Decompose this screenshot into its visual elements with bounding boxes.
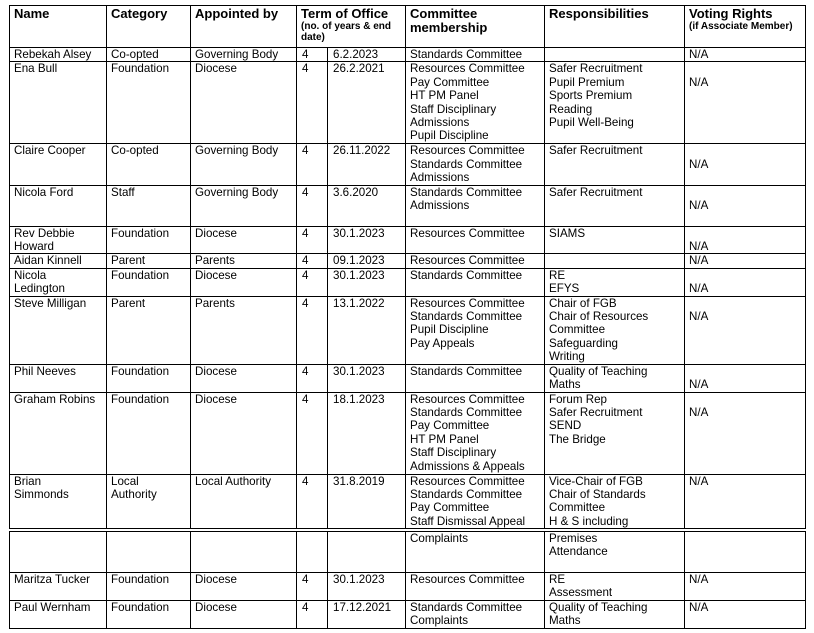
term-end-date-cell: 13.1.2022 <box>328 296 406 364</box>
governor-row <box>10 296 806 364</box>
responsibility-line: Forum Rep <box>549 392 607 406</box>
name-cell-line: Howard <box>14 240 54 254</box>
category-cell-line: Co-opted <box>111 48 159 61</box>
voting-rights-cell <box>685 573 806 601</box>
category-cell <box>107 62 191 144</box>
appointed-by-cell <box>191 226 297 254</box>
committee-line: Resources Committee <box>410 226 525 240</box>
voting-rights-cell <box>685 474 806 529</box>
responsibility-line: RE <box>549 573 566 586</box>
name-cell <box>10 268 107 296</box>
voting-rights-value: N/A <box>689 378 709 392</box>
responsibility-line: Pupil Well-Being <box>549 116 634 130</box>
committee-line: Resources Committee <box>410 573 525 586</box>
appointed-by-cell-line: Governing Body <box>195 144 279 158</box>
committee-line: Pay Committee <box>410 75 490 89</box>
name-cell <box>10 144 107 185</box>
term-end-date-cell: 30.1.2023 <box>328 573 406 601</box>
appointed-by-cell-line: Diocese <box>195 226 237 240</box>
responsibility-line: Maths <box>549 378 581 392</box>
voting-rights-value: N/A <box>689 600 709 614</box>
appointed-by-cell-line: Parents <box>195 254 235 268</box>
committee-membership-cell <box>406 48 545 62</box>
voting-rights-cell <box>685 48 806 62</box>
category-cell-line: Foundation <box>111 226 170 240</box>
committee-line: Resources Committee <box>410 144 525 158</box>
appointed-by-cell-line: Diocese <box>195 268 237 282</box>
committee-line: Standards Committee <box>410 268 523 282</box>
voting-rights-value: N/A <box>689 254 709 268</box>
term-end-date-cell <box>328 532 406 573</box>
term-years-cell: 4 <box>297 48 328 62</box>
committee-membership-cell <box>406 573 545 601</box>
name-cell-line: Ena Bull <box>14 62 58 76</box>
responsibilities-cell <box>545 226 685 254</box>
name-cell <box>10 573 107 601</box>
term-years-cell: 4 <box>297 600 328 628</box>
committee-membership-cell <box>406 268 545 296</box>
category-cell-line: Parent <box>111 296 146 310</box>
name-cell-line: Steve Milligan <box>14 296 87 310</box>
category-cell-line: Staff <box>111 185 135 199</box>
responsibilities-cell <box>545 364 685 392</box>
appointed-by-cell-line: Diocese <box>195 364 237 378</box>
responsibility-line: Reading <box>549 102 593 116</box>
name-cell-line: Phil Neeves <box>14 364 76 378</box>
voting-rights-cell <box>685 600 806 628</box>
term-years-cell: 4 <box>297 185 328 226</box>
category-cell <box>107 226 191 254</box>
name-cell <box>10 532 107 573</box>
voting-rights-value: N/A <box>689 474 709 488</box>
category-cell-line: Foundation <box>111 392 170 406</box>
committee-line: Standards Committee <box>410 364 523 378</box>
category-cell-line: Foundation <box>111 364 170 378</box>
appointed-by-cell-line: Governing Body <box>195 185 279 199</box>
voting-rights-value: N/A <box>689 405 709 419</box>
term-end-date-cell: 6.2.2023 <box>328 48 406 62</box>
committee-line: Admissions <box>410 171 470 185</box>
header-name-text: Name <box>14 6 50 21</box>
name-cell <box>10 364 107 392</box>
committee-membership-cell <box>406 226 545 254</box>
appointed-by-cell <box>191 144 297 185</box>
voting-rights-cell <box>685 62 806 144</box>
header-committee-membership <box>406 6 545 48</box>
header-voting-text: Voting Rights <box>689 6 773 21</box>
header-term-note: (no. of years & end date) <box>301 21 392 43</box>
responsibilities-cell <box>545 185 685 226</box>
committee-line: Admissions <box>410 199 470 213</box>
header-term-of-office <box>297 6 406 48</box>
responsibility-line: SEND <box>549 419 582 433</box>
header-appointed-by-text: Appointed by <box>195 6 279 21</box>
appointed-by-cell <box>191 185 297 226</box>
responsibility-line: Sports Premium <box>549 89 633 103</box>
term-end-date-cell: 30.1.2023 <box>328 268 406 296</box>
category-cell-line: Foundation <box>111 600 170 614</box>
category-cell <box>107 474 191 529</box>
committee-membership-cell <box>406 600 545 628</box>
voting-rights-value: N/A <box>689 199 709 213</box>
category-cell-line: Parent <box>111 254 146 268</box>
header-category <box>107 6 191 48</box>
term-years-cell: 4 <box>297 226 328 254</box>
category-cell <box>107 364 191 392</box>
responsibility-line: Safeguarding <box>549 336 618 350</box>
name-cell-line: Rev Debbie <box>14 226 75 240</box>
governor-row <box>10 268 806 296</box>
governor-row <box>10 62 806 144</box>
governor-row <box>10 532 806 573</box>
appointed-by-cell-line: Diocese <box>195 600 237 614</box>
responsibility-line: H & S including <box>549 514 629 528</box>
term-years-cell: 4 <box>297 254 328 268</box>
voting-rights-value: N/A <box>689 157 709 171</box>
term-years-cell <box>297 532 328 573</box>
responsibility-line: Chair of FGB <box>549 296 617 310</box>
responsibilities-cell <box>545 48 685 62</box>
committee-line: Resources Committee <box>410 296 525 310</box>
responsibility-line: Safer Recruitment <box>549 144 643 158</box>
category-cell <box>107 48 191 62</box>
appointed-by-cell-line: Parents <box>195 296 235 310</box>
committee-line: Admissions & Appeals <box>410 459 525 473</box>
committee-line: Pay Committee <box>410 501 490 515</box>
name-cell-line: Aidan Kinnell <box>14 254 82 268</box>
name-cell <box>10 62 107 144</box>
appointed-by-cell-line: Diocese <box>195 573 237 586</box>
committee-membership-cell <box>406 62 545 144</box>
responsibilities-cell <box>545 600 685 628</box>
name-cell-line: Ledington <box>14 282 65 296</box>
governors-table-body <box>10 48 806 529</box>
governor-row <box>10 364 806 392</box>
committee-line: HT PM Panel <box>410 89 479 103</box>
appointed-by-cell <box>191 600 297 628</box>
responsibility-line: RE <box>549 268 566 282</box>
responsibility-line: Vice-Chair of FGB <box>549 474 643 488</box>
responsibility-line: Committee <box>549 323 606 337</box>
governors-table-continued-body <box>10 532 806 629</box>
responsibility-line: EFYS <box>549 282 580 296</box>
appointed-by-cell <box>191 48 297 62</box>
voting-rights-cell <box>685 268 806 296</box>
committee-membership-cell <box>406 144 545 185</box>
responsibilities-cell <box>545 573 685 601</box>
committee-line: Admissions <box>410 116 470 130</box>
governor-row <box>10 144 806 185</box>
header-responsibilities-text: Responsibilities <box>549 6 649 21</box>
term-years-cell: 4 <box>297 144 328 185</box>
voting-rights-cell <box>685 144 806 185</box>
committee-line: Staff Disciplinary <box>410 446 497 460</box>
responsibility-line: Premises <box>549 532 598 545</box>
appointed-by-cell <box>191 532 297 573</box>
responsibilities-cell <box>545 474 685 529</box>
committee-line: Standards Committee <box>410 405 523 419</box>
appointed-by-cell <box>191 573 297 601</box>
voting-rights-cell <box>685 392 806 474</box>
header-appointed-by <box>191 6 297 48</box>
committee-membership-cell <box>406 392 545 474</box>
term-end-date-cell: 26.11.2022 <box>328 144 406 185</box>
header-name <box>10 6 107 48</box>
name-cell <box>10 185 107 226</box>
governor-row <box>10 392 806 474</box>
category-cell-line: Foundation <box>111 62 170 76</box>
committee-line: Pupil Discipline <box>410 323 489 337</box>
responsibility-line: Maths <box>549 614 581 628</box>
term-years-cell: 4 <box>297 573 328 601</box>
appointed-by-cell <box>191 268 297 296</box>
committee-line: Staff Dismissal Appeal <box>410 514 526 528</box>
appointed-by-cell <box>191 474 297 529</box>
committee-line: Standards Committee <box>410 600 523 614</box>
term-end-date-cell: 26.2.2021 <box>328 62 406 144</box>
term-end-date-cell: 30.1.2023 <box>328 364 406 392</box>
name-cell <box>10 600 107 628</box>
voting-rights-value: N/A <box>689 48 709 61</box>
header-committee-text: Committee membership <box>410 6 488 35</box>
header-responsibilities <box>545 6 685 48</box>
governor-row <box>10 48 806 62</box>
appointed-by-cell-line: Governing Body <box>195 48 279 61</box>
category-cell-line: Foundation <box>111 268 170 282</box>
responsibilities-cell <box>545 144 685 185</box>
governor-row <box>10 254 806 268</box>
responsibilities-cell <box>545 296 685 364</box>
committee-line: Standards Committee <box>410 157 523 171</box>
header-row <box>10 6 806 48</box>
term-end-date-cell: 17.12.2021 <box>328 600 406 628</box>
responsibilities-cell <box>545 268 685 296</box>
name-cell <box>10 474 107 529</box>
category-cell <box>107 254 191 268</box>
name-cell-line: Brian <box>14 474 42 488</box>
responsibility-line: Quality of Teaching <box>549 364 648 378</box>
responsibilities-cell <box>545 254 685 268</box>
responsibility-line: SIAMS <box>549 226 586 240</box>
name-cell-line: Rebekah Alsey <box>14 48 92 61</box>
category-cell-line: Local <box>111 474 139 488</box>
appointed-by-cell-line: Diocese <box>195 392 237 406</box>
name-cell-line: Paul Wernham <box>14 600 91 614</box>
voting-rights-value: N/A <box>689 75 709 89</box>
appointed-by-cell <box>191 254 297 268</box>
committee-line: Complaints <box>410 614 468 628</box>
voting-rights-value: N/A <box>689 310 709 324</box>
responsibility-line: Assessment <box>549 586 613 600</box>
category-cell-line: Authority <box>111 487 157 501</box>
responsibility-line: Pupil Premium <box>549 75 625 89</box>
category-cell <box>107 185 191 226</box>
appointed-by-cell <box>191 296 297 364</box>
committee-membership-cell <box>406 364 545 392</box>
name-cell-line: Graham Robins <box>14 392 96 406</box>
committee-membership-cell <box>406 254 545 268</box>
category-cell <box>107 392 191 474</box>
governor-row <box>10 600 806 628</box>
term-years-cell: 4 <box>297 474 328 529</box>
committee-line: HT PM Panel <box>410 432 479 446</box>
voting-rights-cell <box>685 296 806 364</box>
category-cell <box>107 144 191 185</box>
responsibility-line: Chair of Standards <box>549 487 646 501</box>
voting-rights-cell <box>685 364 806 392</box>
committee-membership-cell <box>406 296 545 364</box>
committee-line: Standards Committee <box>410 487 523 501</box>
name-cell-line: Claire Cooper <box>14 144 86 158</box>
term-years-cell: 4 <box>297 62 328 144</box>
committee-line: Standards Committee <box>410 185 523 199</box>
responsibility-line: Safer Recruitment <box>549 62 643 76</box>
category-cell <box>107 600 191 628</box>
responsibility-line: Safer Recruitment <box>549 405 643 419</box>
term-end-date-cell: 3.6.2020 <box>328 185 406 226</box>
governor-row <box>10 573 806 601</box>
voting-rights-cell <box>685 532 806 573</box>
term-years-cell: 4 <box>297 296 328 364</box>
category-cell-line: Foundation <box>111 573 170 586</box>
responsibility-line: Writing <box>549 350 585 364</box>
appointed-by-cell <box>191 62 297 144</box>
header-voting-note: (if Associate Member) <box>689 21 793 32</box>
header-category-text: Category <box>111 6 168 21</box>
governors-table <box>9 5 806 529</box>
governors-table-continued <box>9 531 806 629</box>
responsibility-line: The Bridge <box>549 432 606 446</box>
name-cell <box>10 254 107 268</box>
name-cell <box>10 48 107 62</box>
name-cell-line: Nicola Ford <box>14 185 74 199</box>
responsibility-line: Committee <box>549 501 606 515</box>
committee-line: Pupil Discipline <box>410 129 489 143</box>
term-years-cell: 4 <box>297 364 328 392</box>
category-cell-line: Co-opted <box>111 144 159 158</box>
committee-membership-cell <box>406 474 545 529</box>
category-cell <box>107 573 191 601</box>
responsibility-line: Quality of Teaching <box>549 600 648 614</box>
term-end-date-cell: 09.1.2023 <box>328 254 406 268</box>
name-cell-line: Nicola <box>14 268 47 282</box>
committee-membership-cell <box>406 185 545 226</box>
appointed-by-cell <box>191 364 297 392</box>
term-years-cell: 4 <box>297 392 328 474</box>
governor-row <box>10 474 806 529</box>
appointed-by-cell <box>191 392 297 474</box>
committee-line: Standards Committee <box>410 48 523 61</box>
voting-rights-value: N/A <box>689 282 709 296</box>
voting-rights-cell <box>685 254 806 268</box>
category-cell <box>107 268 191 296</box>
name-cell <box>10 392 107 474</box>
appointed-by-cell-line: Local Authority <box>195 474 272 488</box>
header-term-text: Term of Office <box>301 6 389 21</box>
name-cell <box>10 226 107 254</box>
committee-line: Staff Disciplinary <box>410 102 497 116</box>
name-cell <box>10 296 107 364</box>
name-cell-line: Maritza Tucker <box>14 573 91 586</box>
governor-row <box>10 185 806 226</box>
category-cell <box>107 296 191 364</box>
term-end-date-cell: 31.8.2019 <box>328 474 406 529</box>
governor-row <box>10 226 806 254</box>
term-years-cell: 4 <box>297 268 328 296</box>
voting-rights-cell <box>685 185 806 226</box>
committee-line: Resources Committee <box>410 62 525 76</box>
committee-line: Complaints <box>410 532 468 545</box>
responsibility-line: Chair of Resources <box>549 310 649 324</box>
responsibilities-cell <box>545 392 685 474</box>
committee-membership-cell <box>406 532 545 573</box>
responsibility-line: Attendance <box>549 545 608 559</box>
term-end-date-cell: 18.1.2023 <box>328 392 406 474</box>
committee-line: Standards Committee <box>410 310 523 324</box>
committee-line: Pay Committee <box>410 419 490 433</box>
committee-line: Resources Committee <box>410 392 525 406</box>
header-voting-rights <box>685 6 806 48</box>
voting-rights-cell <box>685 226 806 254</box>
committee-line: Resources Committee <box>410 254 525 268</box>
responsibilities-cell <box>545 532 685 573</box>
appointed-by-cell-line: Diocese <box>195 62 237 76</box>
responsibility-line: Safer Recruitment <box>549 185 643 199</box>
category-cell <box>107 532 191 573</box>
voting-rights-value: N/A <box>689 573 709 586</box>
committee-line: Pay Appeals <box>410 336 475 350</box>
responsibilities-cell <box>545 62 685 144</box>
term-end-date-cell: 30.1.2023 <box>328 226 406 254</box>
committee-line: Resources Committee <box>410 474 525 488</box>
voting-rights-value: N/A <box>689 240 709 254</box>
name-cell-line: Simmonds <box>14 487 69 501</box>
